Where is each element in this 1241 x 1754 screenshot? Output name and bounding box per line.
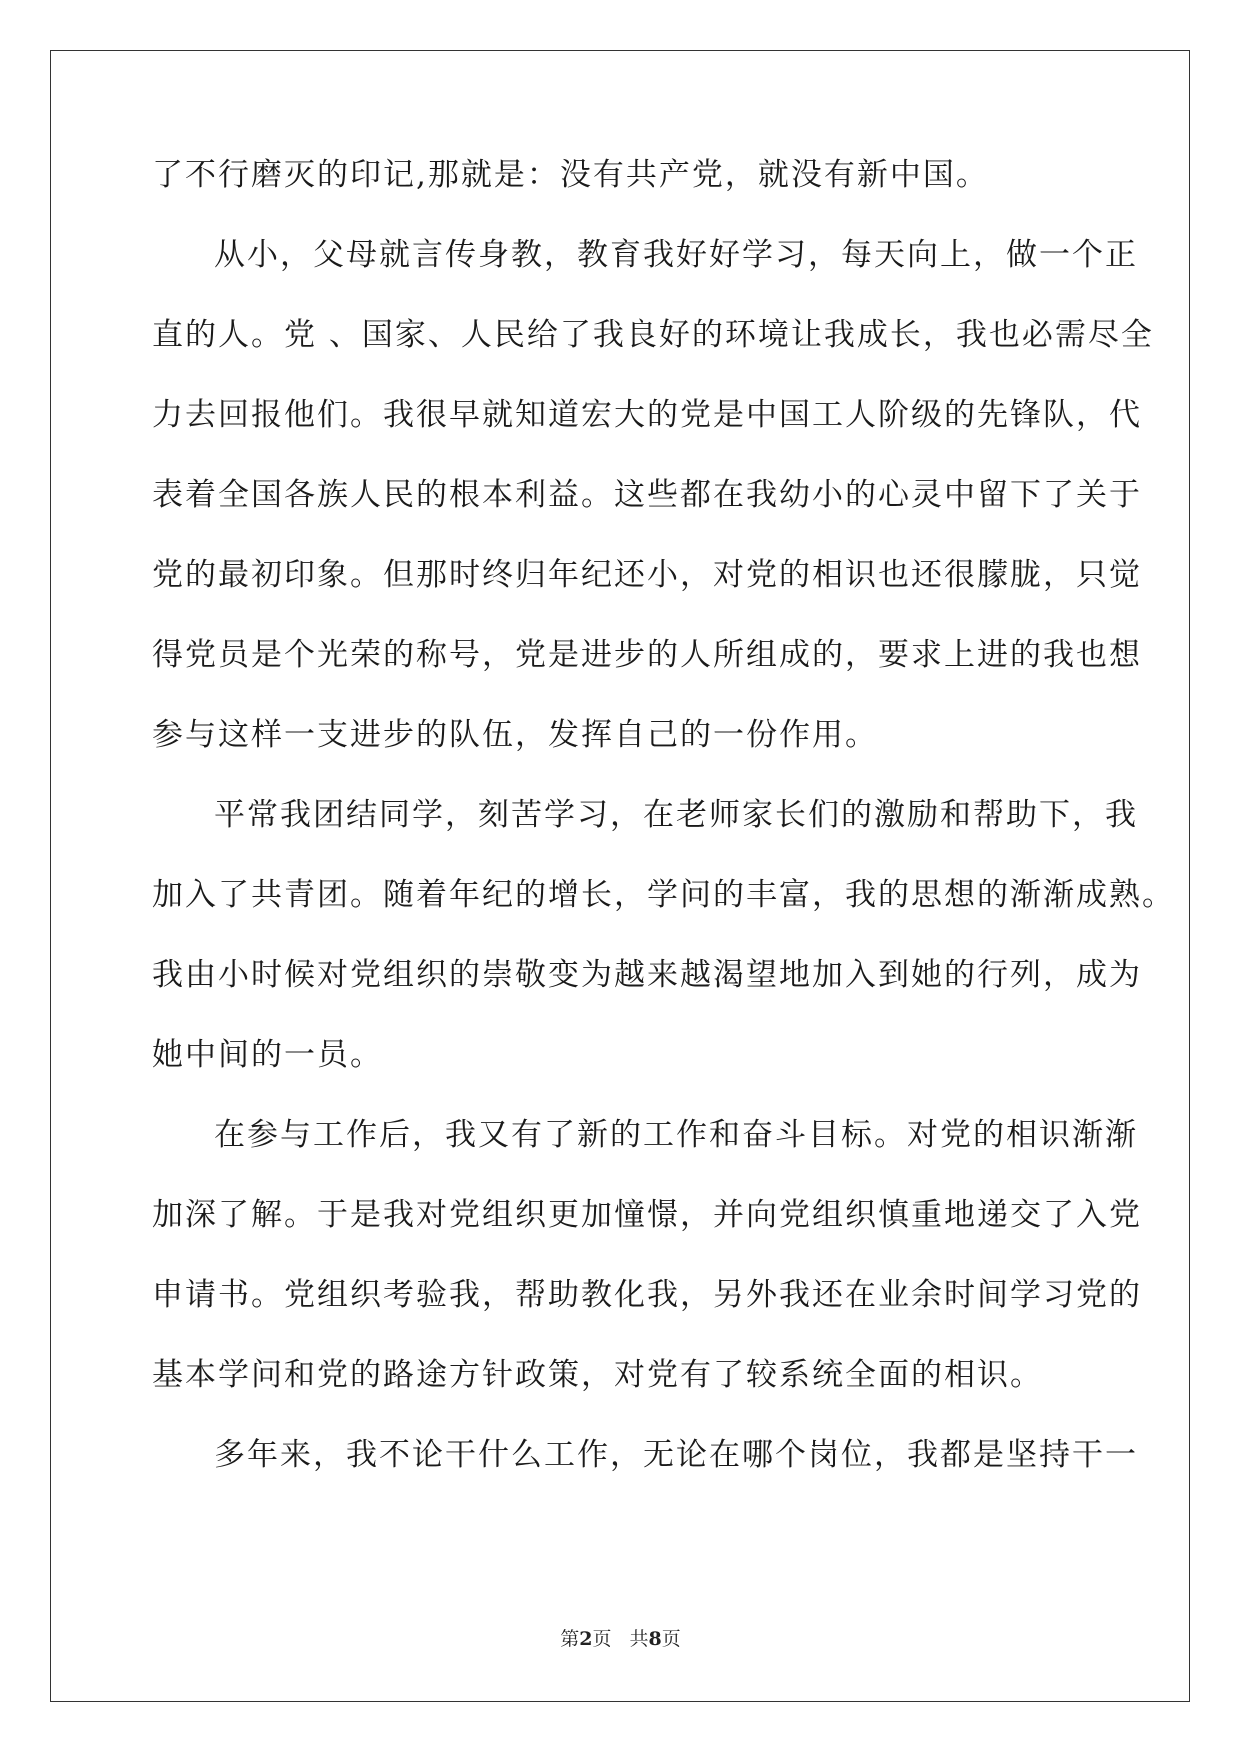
text-line: 参与这样一支进步的队伍，发挥自己的一份作用。 [152, 717, 878, 753]
total-suffix: 页 [661, 1628, 681, 1650]
total-prefix: 共 [629, 1628, 649, 1650]
text-line: 她中间的一员。 [152, 1037, 383, 1073]
page-prefix: 第 [560, 1628, 580, 1650]
page-number: 2 [579, 1628, 593, 1650]
text-line: 加入了共青团。随着年纪的增长，学问的丰富，我的思想的渐渐成熟。 [152, 877, 1175, 913]
paragraph-start-line: 在参与工作后，我又有了新的工作和奋斗目标。对党的相识渐渐 [214, 1117, 1138, 1153]
paragraph-start-line: 多年来，我不论干什么工作，无论在哪个岗位，我都是坚持干一 [214, 1437, 1138, 1473]
text-line: 基本学问和党的路途方针政策，对党有了较系统全面的相识。 [152, 1357, 1043, 1393]
text-line: 我由小时候对党组织的崇敬变为越来越渴望地加入到她的行列，成为 [152, 957, 1142, 993]
document-body [152, 155, 1175, 1515]
text-line: 得党员是个光荣的称号，党是进步的人所组成的，要求上进的我也想 [152, 637, 1142, 673]
paragraph-start-line: 平常我团结同学，刻苦学习，在老师家长们的激励和帮助下，我 [214, 797, 1138, 833]
text-line: 力去回报他们。我很早就知道宏大的党是中国工人阶级的先锋队，代 [152, 397, 1142, 433]
text-line: 表着全国各族人民的根本利益。这些都在我幼小的心灵中留下了关于 [152, 477, 1142, 513]
text-line: 直的人。党 、国家、人民给了我良好的环境让我成长，我也必需尽全 [152, 317, 1154, 353]
text-line: 申请书。党组织考验我，帮助教化我，另外我还在业余时间学习党的 [152, 1277, 1142, 1313]
text-line: 加深了解。于是我对党组织更加憧憬，并向党组织慎重地递交了入党 [152, 1197, 1142, 1233]
text-line: 了不行磨灭的印记,那就是：没有共产党，就没有新中国。 [152, 157, 989, 193]
text-line: 党的最初印象。但那时终归年纪还小，对党的相识也还很朦胧，只觉 [152, 557, 1142, 593]
page-suffix: 页 [592, 1628, 612, 1650]
paragraph-start-line: 从小，父母就言传身教，教育我好好学习，每天向上，做一个正 [214, 237, 1138, 273]
page-footer [0, 1627, 1241, 1651]
total-pages: 8 [648, 1628, 662, 1650]
